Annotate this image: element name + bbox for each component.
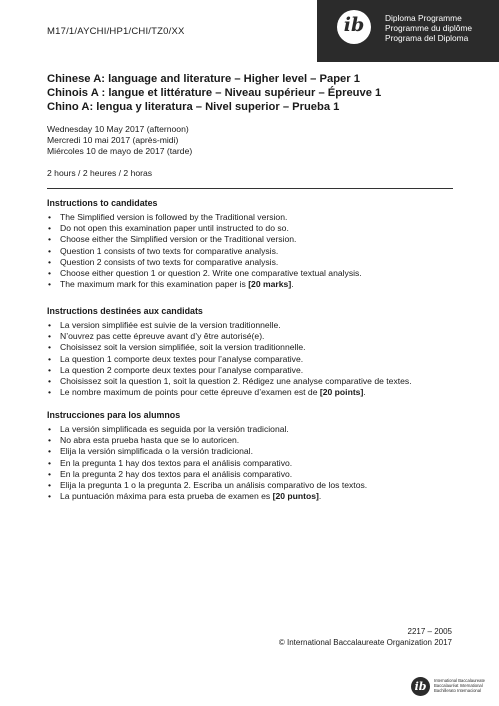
ib-footer-logo bbox=[403, 669, 499, 706]
instructions-heading: Instrucciones para los alumnos bbox=[47, 410, 181, 420]
instruction-item: • En la pregunta 2 hay dos textos para el análisis comparativo. bbox=[47, 469, 467, 480]
copyright: © International Baccalaureate Organization 2017 bbox=[278, 637, 452, 647]
ib-logo-letters: ib bbox=[343, 14, 365, 36]
instructions-fr bbox=[47, 306, 467, 398]
instructions-es bbox=[47, 410, 467, 502]
ib-name-en: International Baccalaureate bbox=[434, 678, 485, 683]
max-marks: [20 marks] bbox=[248, 279, 292, 290]
footer bbox=[279, 627, 452, 648]
programme-name-en: Diploma Programme bbox=[385, 13, 462, 23]
instruction-item: • Choose either the Simplified version or the Traditional version. bbox=[47, 234, 467, 245]
exam-date-es: Miércoles 10 de mayo de 2017 (tarde) bbox=[47, 146, 193, 156]
max-points: [20 points] bbox=[319, 387, 364, 398]
exam-title-fr: Chinois A : langue et littérature – Niveau supérieur – Épreuve 1 bbox=[47, 87, 382, 99]
ib-header-box bbox=[317, 0, 499, 62]
paper-code: M17/1/AYCHI/HP1/CHI/TZ0/XX bbox=[47, 26, 185, 37]
instruction-item: • Question 2 consists of two texts for comparative analysis. bbox=[47, 257, 467, 268]
exam-title-en: Chinese A: language and literature – Higher level – Paper 1 bbox=[47, 73, 360, 85]
instruction-item: • Le nombre maximum de points pour cette épreuve d’examen est de [20 points]. bbox=[47, 387, 467, 398]
max-puntos: [20 puntos] bbox=[272, 491, 319, 502]
instruction-list bbox=[47, 212, 467, 290]
instruction-item: • En la pregunta 1 hay dos textos para el análisis comparativo. bbox=[47, 458, 467, 469]
ib-logo-icon bbox=[337, 10, 371, 44]
instruction-item: • Choisissez soit la question 1, soit la question 2. Rédigez une analyse comparative de textes. bbox=[47, 376, 467, 387]
programme-names bbox=[385, 13, 472, 44]
exam-dates bbox=[47, 124, 192, 157]
instruction-item: • La question 2 comporte deux textes pour l’analyse comparative. bbox=[47, 365, 467, 376]
instruction-item: • Question 1 consists of two texts for comparative analysis. bbox=[47, 246, 467, 257]
instruction-list bbox=[47, 320, 467, 398]
instruction-item: • Elija la versión simplificada o la versión tradicional. bbox=[47, 446, 467, 457]
instruction-item: • The Simplified version is followed by the Traditional version. bbox=[47, 212, 467, 223]
instructions-heading: Instructions to candidates bbox=[47, 198, 158, 208]
instruction-item: • La question 1 comporte deux textes pour l’analyse comparative. bbox=[47, 354, 467, 365]
page-code: 2217 – 2005 bbox=[407, 627, 452, 636]
ib-small-logo-icon: ib bbox=[411, 677, 430, 696]
exam-date-en: Wednesday 10 May 2017 (afternoon) bbox=[47, 124, 189, 134]
instruction-item: • No abra esta prueba hasta que se lo autoricen. bbox=[47, 435, 467, 446]
instruction-item: • La versión simplificada es seguida por la versión tradicional. bbox=[47, 424, 467, 435]
programme-name-fr: Programme du diplôme bbox=[385, 23, 473, 34]
instruction-item: • La puntuación máxima para esta prueba de examen es [20 puntos]. bbox=[47, 491, 467, 502]
instructions-heading: Instructions destinées aux candidats bbox=[47, 306, 203, 316]
instruction-list bbox=[47, 424, 467, 502]
divider bbox=[47, 188, 453, 189]
exam-title-es: Chino A: lengua y literatura – Nivel superior – Prueba 1 bbox=[47, 101, 340, 113]
ib-name-es: Bachillerato Internacional bbox=[434, 688, 482, 694]
instruction-item: • N’ouvrez pas cette épreuve avant d’y être autorisé(e). bbox=[47, 331, 467, 342]
exam-duration: 2 hours / 2 heures / 2 horas bbox=[47, 168, 153, 178]
instruction-item: • La version simplifiée est suivie de la version traditionnelle. bbox=[47, 320, 467, 331]
instruction-item: • Elija la pregunta 1 o la pregunta 2. Escriba un análisis comparativo de los textos. bbox=[47, 480, 467, 491]
ib-name-fr: Baccalauréat International bbox=[434, 683, 483, 689]
ib-footer-logo-text bbox=[434, 678, 485, 694]
instruction-item: • The maximum mark for this examination paper is [20 marks]. bbox=[47, 279, 467, 290]
exam-date-fr: Mercredi 10 mai 2017 (après-midi) bbox=[47, 135, 179, 145]
instructions-en bbox=[47, 198, 467, 290]
instruction-item: • Choisissez soit la version simplifiée, soit la version traditionnelle. bbox=[47, 342, 467, 353]
instruction-item: • Do not open this examination paper until instructed to do so. bbox=[47, 223, 467, 234]
programme-name-es: Programa del Diploma bbox=[385, 33, 469, 44]
instruction-item: • Choose either question 1 or question 2. Write one comparative textual analysis. bbox=[47, 268, 467, 279]
exam-titles bbox=[47, 72, 381, 114]
